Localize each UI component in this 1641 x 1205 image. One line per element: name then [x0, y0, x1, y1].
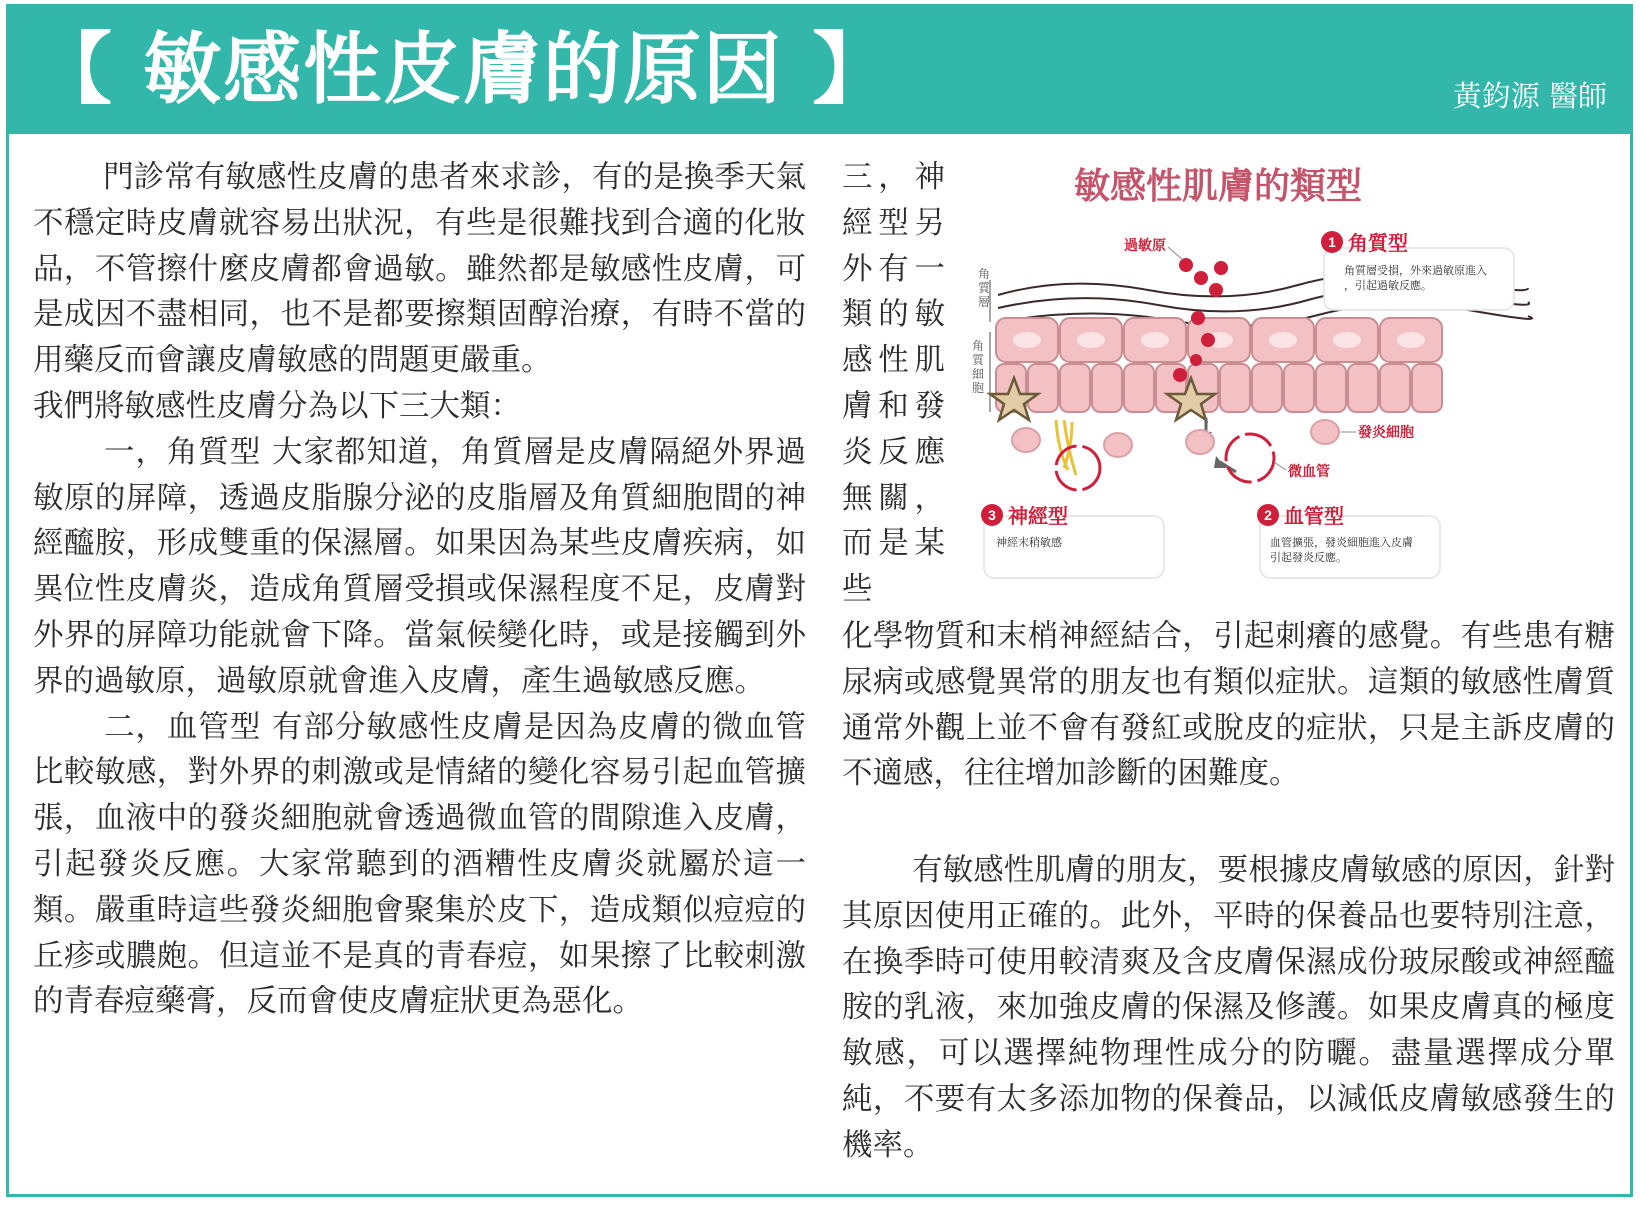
- paragraph-nerve-type-start: 三，神經型另外有一類的敏感性肌膚和發炎反應無關，而是某些: [842, 160, 945, 608]
- svg-text:角質層受損，外來過敏原進入: 角質層受損，外來過敏原進入: [1344, 264, 1487, 277]
- svg-text:2: 2: [1264, 507, 1272, 523]
- svg-text:血管擴張，發炎細胞進入皮膚: 血管擴張，發炎細胞進入皮膚: [1270, 536, 1413, 549]
- label-stratum-corneum: 角質層: [978, 267, 991, 309]
- capillary: [1056, 446, 1100, 490]
- svg-text:引起發炎反應。: 引起發炎反應。: [1270, 551, 1347, 564]
- paragraph-stratum-type: 一，角質型 大家都知道，角質層是皮膚隔絕外界過敏原的屏障，透過皮脂腺分泌的皮脂層及角質細胞間的神經醯胺，形成雙重的保濕層。如果因為某些皮膚疾病，如異位性皮膚炎，造成角質層受損或保濕程度不足，皮膚對外界的屏障功能就會下降。當氣候變化時，或是接觸到外界的過敏原，過敏原就會進入皮膚，產生過敏感反應。: [33, 434, 806, 699]
- type2-name: 血管型: [1284, 504, 1344, 528]
- capillary: [1226, 434, 1274, 482]
- skin-type-diagram: [968, 150, 1618, 610]
- page-title: 【 敏感性皮膚的原因 】: [34, 24, 893, 115]
- svg-text:1: 1: [1328, 234, 1336, 250]
- label-keratinocyte: 角質細胞: [972, 339, 985, 395]
- svg-text:，引起過敏反應。: ，引起過敏反應。: [1344, 279, 1432, 292]
- diagram-title: 敏感性肌膚的類型: [1073, 165, 1363, 206]
- label-inflammatory-cell: 發炎細胞: [1358, 425, 1414, 441]
- label-capillary: 微血管: [1288, 464, 1330, 480]
- article-left-column: [33, 155, 806, 1025]
- paragraph-intro: 門診常有敏感性皮膚的患者來求診，有的是換季天氣不穩定時皮膚就容易出狀況，有些是很難找到合適的化妝品，不管擦什麼皮膚都會過敏。雖然都是敏感性皮膚，可是成因不盡相同，也不是都要擦類固醇治療，有時不當的用藥反而會讓皮膚敏感的問題更嚴重。: [33, 160, 806, 379]
- paragraph-vascular-type: 二，血管型 有部分敏感性皮膚是因為皮膚的微血管比較敏感，對外界的刺激或是情緒的變化容易引起血管擴張，血液中的發炎細胞就會透過微血管的間隙進入皮膚，引起發炎反應。大家常聽到的酒糟性皮膚炎就屬於這一類。嚴重時這些發炎細胞會聚集於皮下，造成類似痘痘的丘疹或膿皰。但這並不是真的青春痘，如果擦了比較刺激的青春痘藥膏，反而會使皮膚症狀更為惡化。: [33, 709, 806, 1020]
- paragraph-advice: 有敏感性肌膚的朋友，要根據皮膚敏感的原因，針對其原因使用正確的。此外，平時的保養品也要特別注意，在換季時可使用較清爽及含皮膚保濕成份玻尿酸或神經醯胺的乳液，來加強皮膚的保濕及修護。如果皮膚真的極度敏感，可以選擇純物理性成分的防曬。盡量選擇成分單純，不要有太多添加物的保養品，以減低皮膚敏感發生的機率。: [842, 853, 1615, 1163]
- svg-text:3: 3: [988, 507, 996, 523]
- svg-text:神經末稍敏感: 神經末稍敏感: [996, 536, 1062, 549]
- type3-name: 神經型: [1008, 504, 1068, 528]
- type1-name: 角質型: [1348, 231, 1408, 255]
- paragraph-nerve-type-cont: 化學物質和末梢神經結合，引起刺癢的感覺。有些患有糖尿病或感覺異常的朋友也有類似症狀。這類的敏感性膚質通常外觀上並不會有發紅或脫皮的症狀，只是主訴皮膚的不適感，往往增加診斷的困難度。: [842, 619, 1615, 792]
- author-byline: 黃鈞源 醫師: [1452, 79, 1607, 113]
- diagram-canvas: [968, 150, 1618, 610]
- label-allergen: 過敏原: [1124, 238, 1166, 254]
- paragraph-categories: 我們將敏感性皮膚分為以下三大類：: [33, 388, 521, 424]
